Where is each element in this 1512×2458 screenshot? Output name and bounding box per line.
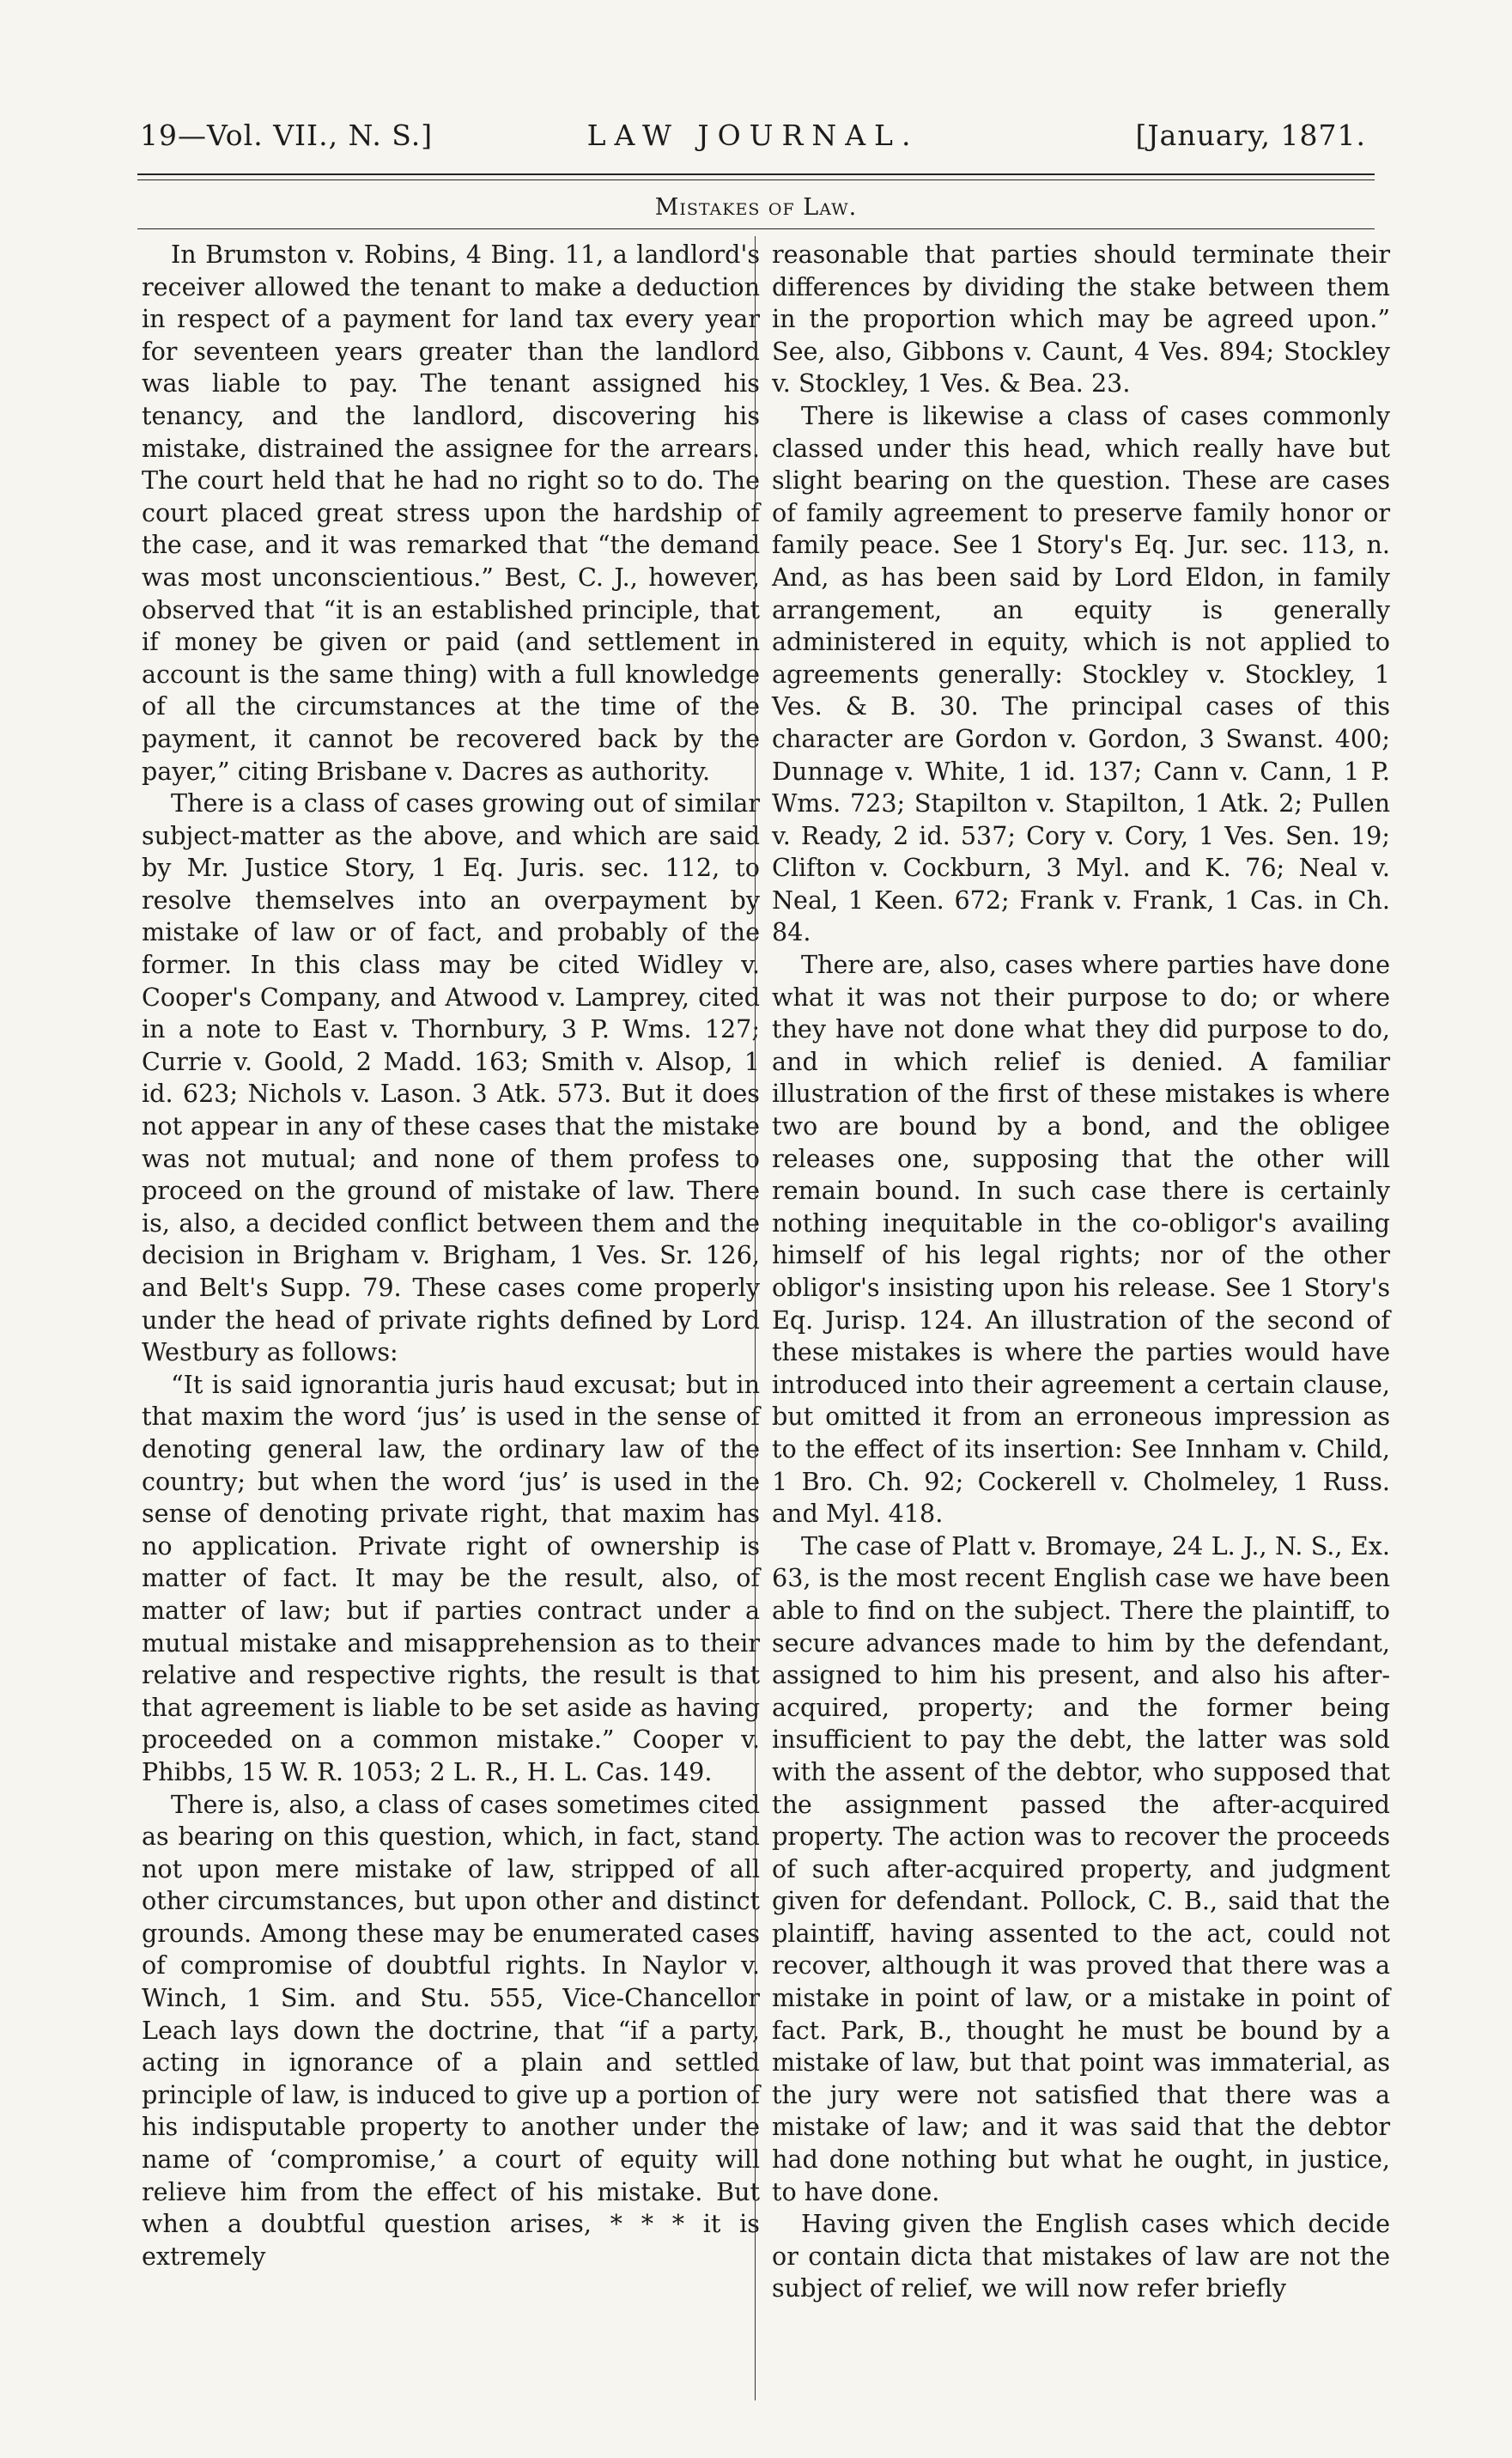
paragraph: There is, also, a class of cases sometimes cited as bearing on this question, which, in fact, stand not upon mere mistake of law, stripped of all other circumstances, but upon other and distinct grounds. Among these may be enumerated cases of compromise of doubtful rights. In Naylor v. Winch, 1 Sim. and Stu. 555, Vice-Chancellor Leach lays down the doctrine, that “if a party, acting in ignorance of a plain and settled principle of law, is induced to give up a portion of his indisputable property to another under the name of ‘compromise,’ a court of equity will relieve him from the effect of his mistake. But when a doubtful question arises, * * * it is extremely [142,1789,760,2271]
header-journal-title: LAW JOURNAL. [586,119,920,152]
left-column [142,239,760,2272]
header-date: [January, 1871. [1135,119,1366,152]
paragraph: “It is said ignorantia juris haud excusat; but in that maxim the word ‘jus’ is used in the sense of denoting general law, the ordinary law of the country; but when the word ‘jus’ is used in the sense of denoting private right, that maxim has no application. Private right of ownership is matter of fact. It may be the result, also, of matter of law; but if parties contract under a mutual mistake and misapprehension as to their relative and respective rights, the result is that that agreement is liable to be set aside as having proceeded on a common mistake.” Cooper v. Phibbs, 15 W. R. 1053; 2 L. R., H. L. Cas. 149. [142,1369,760,1786]
paragraph: There is likewise a class of cases commonly classed under this head, which really have but slight bearing on the question. These are cases of family agreement to preserve family honor or family peace. See 1 Story's Eq. Jur. sec. 113, n. And, as has been said by Lord Eldon, in family arrangement, an equity is generally administered in equity, which is not applied to agreements generally: Stockley v. Stockley, 1 Ves. & B. 30. The principal cases of this character are Gordon v. Gordon, 3 Swanst. 400; Dunnage v. White, 1 id. 137; Cann v. Cann, 1 P. Wms. 723; Stapilton v. Stapilton, 1 Atk. 2; Pullen v. Ready, 2 id. 537; Cory v. Cory, 1 Ves. Sen. 19; Clifton v. Cockburn, 3 Myl. and K. 76; Neal v. Neal, 1 Keen. 672; Frank v. Frank, 1 Cas. in Ch. 84. [772,400,1390,947]
right-column [772,239,1390,2305]
header-rule-thin [137,179,1375,180]
section-title: Mistakes of Law. [654,194,858,221]
paragraph: reasonable that parties should terminate their differences by dividing the stake between them in the proportion which may be agreed upon.” See, also, Gibbons v. Caunt, 4 Ves. 894; Stockley v. Stockley, 1 Ves. & Bea. 23. [772,240,1390,399]
column-divider [755,236,756,2400]
paragraph: In Brumston v. Robins, 4 Bing. 11, a landlord's receiver allowed the tenant to make a deduction in respect of a payment for land tax every year for seventeen years greater than the landlord was liable to pay. The tenant assigned his tenancy, and the landlord, discovering his mistake, distrained the assignee for the arrears. The court held that he had no right so to do. The court placed great stress upon the hardship of the case, and it was remarked that “the demand was most unconscientious.” Best, C. J., however, observed that “it is an established principle, that if money be given or paid (and settlement in account is the same thing) with a full knowledge of all the circumstances at the time of the payment, it cannot be recovered back by the payer,” citing Brisbane v. Dacres as authority. [142,240,760,786]
header-rule-thick [137,173,1375,175]
running-header [140,119,1366,160]
section-rule [137,228,1375,229]
paragraph: The case of Platt v. Bromaye, 24 L. J., N. S., Ex. 63, is the most recent English case we have been able to find on the subject. There the plaintiff, to secure advances made to him by the defendant, assigned to him his present, and also his after-acquired, property; and the former being insufficient to pay the debt, the latter was sold with the assent of the debtor, who supposed that the assignment passed the after-acquired property. The action was to recover the proceeds of such after-acquired property, and judgment given for defendant. Pollock, C. B., said that the plaintiff, having assented to the act, could not recover, although it was proved that there was a mistake in point of law, or a mistake in point of fact. Park, B., thought he must be bound by a mistake of law, but that point was immaterial, as the jury were not satisfied that there was a mistake of law; and it was said that the debtor had done nothing but what he ought, in justice, to have done. [772,1530,1390,2206]
paragraph: There are, also, cases where parties have done what it was not their purpose to do; or where they have not done what they did purpose to do, and in which relief is denied. A familiar illustration of the first of these mistakes is where two are bound by a bond, and the obligee releases one, supposing that the other will remain bound. In such case there is certainly nothing inequitable in the co-obligor's availing himself of his legal rights; nor of the other obligor's insisting upon his release. See 1 Story's Eq. Jurisp. 124. An illustration of the second of these mistakes is where the parties would have introduced into their agreement a certain clause, but omitted it from an erroneous impression as to the effect of its insertion: See Innham v. Child, 1 Bro. Ch. 92; Cockerell v. Cholmeley, 1 Russ. and Myl. 418. [772,950,1390,1529]
paragraph: There is a class of cases growing out of similar subject-matter as the above, and which are said by Mr. Justice Story, 1 Eq. Juris. sec. 112, to resolve themselves into an overpayment by mistake of law or of fact, and probably of the former. In this class may be cited Widley v. Cooper's Company, and Atwood v. Lamprey, cited in a note to East v. Thornbury, 3 P. Wms. 127; Currie v. Goold, 2 Madd. 163; Smith v. Alsop, 1 id. 623; Nichols v. Lason. 3 Atk. 573. But it does not appear in any of these cases that the mistake was not mutual; and none of them profess to proceed on the ground of mistake of law. There is, also, a decided conflict between them and the decision in Brigham v. Brigham, 1 Ves. Sr. 126, and Belt's Supp. 79. These cases come properly under the head of private rights defined by Lord Westbury as follows: [142,788,760,1367]
paragraph: Having given the English cases which decide or contain dicta that mistakes of law are not the subject of relief, we will now refer briefly [772,2209,1390,2303]
header-volume: 19—Vol. VII., N. S.] [140,119,434,152]
